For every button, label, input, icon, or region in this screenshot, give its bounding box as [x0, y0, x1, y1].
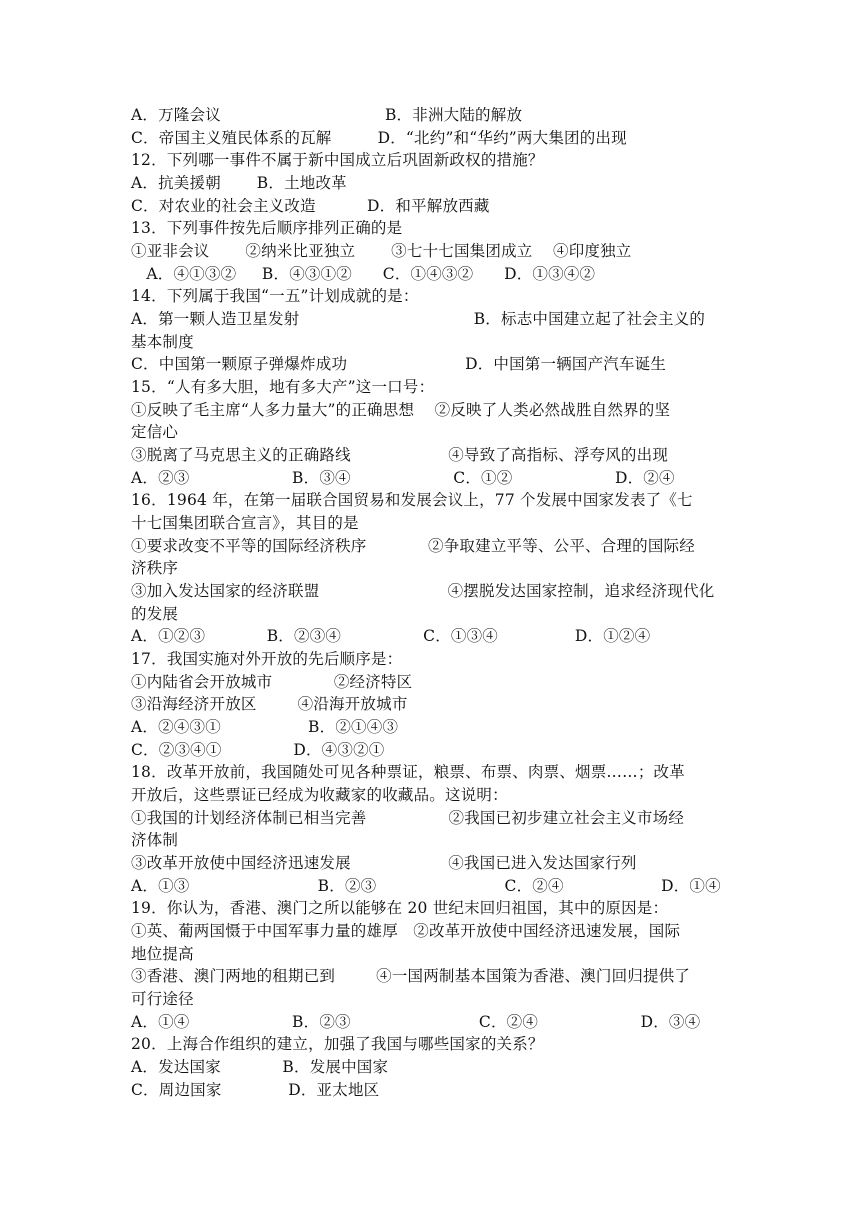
text-line: 20．上海合作组织的建立，加强了我国与哪些国家的关系？ [131, 1035, 544, 1054]
text-line: C．中国第一颗原子弹爆炸成功 D．中国第一辆国产汽车诞生 [131, 355, 667, 374]
text-line: 十七国集团联合宣言》，其目的是 [131, 514, 359, 533]
text-line: 14．下列属于我国“一五”计划成就的是： [131, 287, 419, 306]
text-line: 18．改革开放前，我国随处可见各种票证，粮票、布票、肉票、烟票……；改革 [131, 763, 685, 782]
text-line: ①反映了毛主席“人多力量大”的正确思想 ②反映了人类必然战胜自然界的坚 [131, 400, 671, 419]
text-line: 定信心 [131, 423, 179, 442]
text-line: A．万隆会议 B．非洲大陆的解放 [131, 106, 523, 124]
text-line: 13．下列事件按先后顺序排列正确的是 [131, 219, 403, 238]
text-line: 可行途径 [131, 990, 194, 1009]
text-line: 17．我国实施对外开放的先后顺序是： [131, 650, 403, 669]
text-line: 地位提高 [131, 944, 194, 963]
text-line: 济体制 [131, 831, 179, 850]
text-line: ③改革开放使中国经济迅速发展 ④我国已进入发达国家行列 [131, 854, 637, 873]
text-line: A．②④③① B．②①④③ [131, 718, 399, 737]
text-line: ③脱离了马克思主义的正确路线 ④导致了高指标、浮夸风的出现 [131, 446, 669, 465]
text-line: C．②③④① D．④③②① [131, 740, 385, 759]
text-line: A．发达国家 B．发展中国家 [131, 1058, 389, 1077]
text-line: ③香港、澳门两地的租期已到 ④一国两制基本国策为香港、澳门回归提供了 [131, 967, 691, 986]
text-line: 济秩序 [131, 559, 179, 578]
text-line: A．②③ B．③④ C．①② D．②④ [131, 468, 675, 487]
text-line: 12．下列哪一事件不属于新中国成立后巩固新政权的措施？ [131, 151, 544, 170]
text-line: ①亚非会议 ②纳米比亚独立 ③七十七国集团成立 ④印度独立 [131, 242, 632, 261]
text-line: 15．“人有多大胆，地有多大产”这一口号： [131, 378, 435, 397]
text-line: ①英、葡两国慑于中国军事力量的雄厚 ②改革开放使中国经济迅速发展，国际 [131, 922, 681, 941]
text-line: ①我国的计划经济体制已相当完善 ②我国已初步建立社会主义市场经 [131, 808, 685, 827]
text-line: A．抗美援朝 B．土地改革 [131, 174, 347, 192]
text-line: A．①④ B．②③ C．②④ D．③④ [131, 1012, 701, 1031]
text-line: ①要求改变不平等的国际经济秩序 ②争取建立平等、公平、合理的国际经 [131, 536, 695, 555]
text-line: ③加入发达国家的经济联盟 ④摆脱发达国家控制，追求经济现代化 [131, 582, 715, 601]
text-line: C．周边国家 D．亚太地区 [131, 1080, 380, 1099]
text-line: C．帝国主义殖民体系的瓦解 D．“北约”和“华约”两大集团的出现 [131, 128, 627, 147]
text-line: 16．1964 年，在第一届联合国贸易和发展会议上，77 个发展中国家发表了《七 [131, 491, 693, 510]
text-line: 基本制度 [131, 332, 194, 351]
text-line: ①内陆省会开放城市 ②经济特区 [131, 672, 413, 691]
text-line: C．对农业的社会主义改造 D．和平解放西藏 [131, 196, 490, 215]
text-line: ③沿海经济开放区 ④沿海开放城市 [131, 695, 408, 714]
text-line: 开放后，这些票证已经成为收藏家的收藏品。这说明： [131, 786, 508, 805]
text-line: A．第一颗人造卫星发射 B．标志中国建立起了社会主义的 [131, 310, 706, 329]
text-line: A．④①③② B．④③①② C．①④③② D．①③④② [131, 264, 596, 283]
text-line: 19．你认为，香港、澳门之所以能够在 20 世纪末回归祖国，其中的原因是： [131, 899, 669, 918]
text-line: 的发展 [131, 604, 179, 623]
text-line: A．①③ B．②③ C．②④ D．①④ [131, 876, 721, 895]
text-line: A．①②③ B．②③④ C．①③④ D．①②④ [131, 627, 651, 646]
